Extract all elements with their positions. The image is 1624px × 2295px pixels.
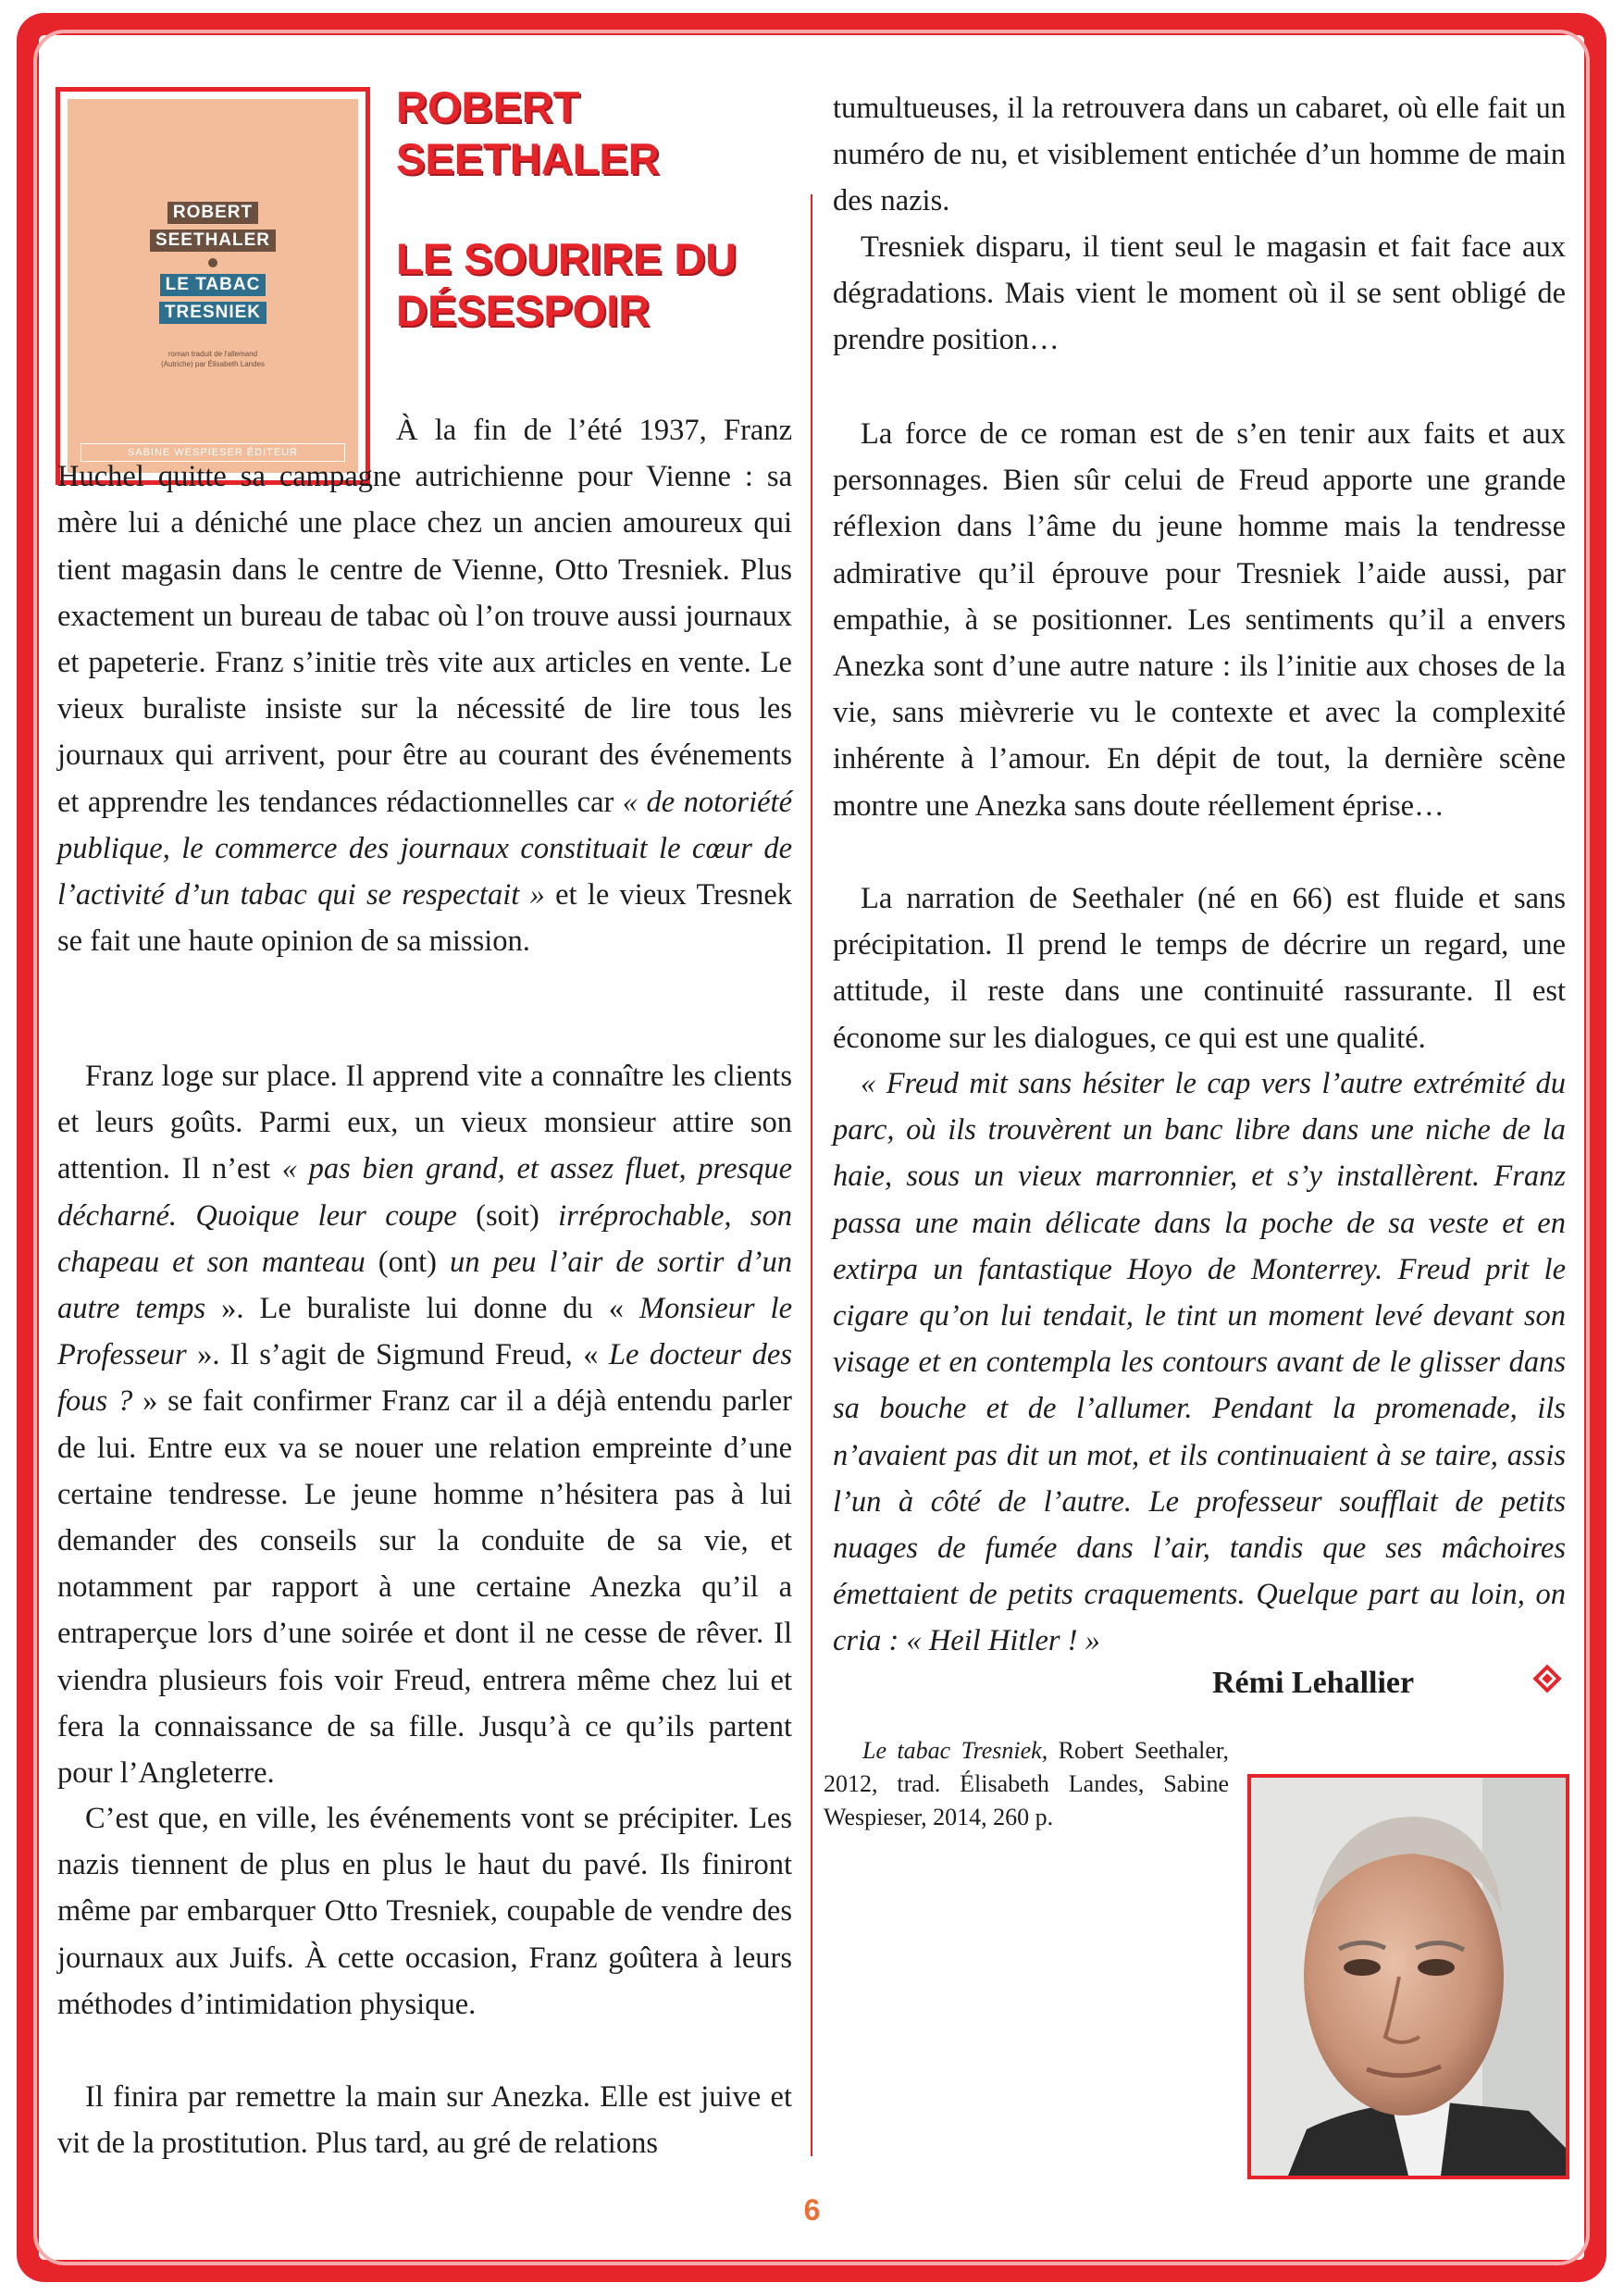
left-p2-q1: « pas bien grand, et assez fluet, presque décharné. Quoique leur coupe <box>57 1152 792 1233</box>
book-credits <box>824 1734 1229 1834</box>
right-paragraph-4: La narration de Seethaler (né en 66) est fluide et sans précipitation. Il prend le temps de décrire un regard, une attitude, il reste dans une continuité rassurante. Il est économe sur les dialogues, ce qui est une qualité. <box>833 882 1566 1055</box>
right-paragraph-3: La force de ce roman est de s’en tenir aux faits et aux personnages. Bien sûr celui de Freud apporte une grande réflexion dans l’âme du jeune homme mais la tendresse admirative qu’il éprouve pour Tresniek l’aide aussi, par empathie, à se positionner. Les sentiments qu’il a envers Anezka sont d’une autre nature : ils l’initie aux choses de la vie, sans mièvrerie vu le contexte et avec la complexité inhérente à l’amour. En dépit de tout, la dernière scène montre une Anezka sans doute réellement éprise… <box>833 417 1566 823</box>
left-p2-e: ». Il s’agit de Sigmund Freud, « <box>186 1338 609 1372</box>
cover-title-line2: TRESNIEK <box>159 302 267 324</box>
cover-title-line1: LE TABAC <box>160 274 267 296</box>
cover-subtitle-line1: roman traduit de l'allemand <box>167 350 258 358</box>
left-p2-c: (ont) <box>365 1245 451 1279</box>
left-p2-q4: Monsieur le Professeur <box>57 1292 792 1372</box>
book-credits-title: Le tabac Tresniek <box>862 1737 1042 1764</box>
right-quote <box>833 1061 1566 1665</box>
cover-author-last: SEETHALER <box>150 230 276 252</box>
cover-author-first: ROBERT <box>167 202 258 224</box>
page-number: 6 <box>803 2193 821 2227</box>
left-p2-q2: irréprochable, son chapeau et son manteau <box>57 1198 792 1279</box>
left-p1-end: et le vieux Tresnek se fait une haute opinion de sa mission. <box>57 878 792 959</box>
author-heading: ROBERT SEETHALER <box>396 82 660 183</box>
left-p2-q3: un peu l’air de sortir d’un autre temps <box>57 1245 792 1326</box>
cover-dot <box>208 258 217 267</box>
right-paragraph-1: tumultueuses, il la retrouvera dans un cabaret, où elle fait un numéro de nu, et visiblement entichée d’un homme de main des nazis. <box>833 92 1566 218</box>
signature: Rémi Lehallier <box>1212 1666 1415 1700</box>
author-portrait <box>1247 1774 1569 2179</box>
left-p1-quote: « de notoriété publique, le commerce des journaux constituait le cœur de l’activité d’un tabac qui se respectait » <box>57 785 792 912</box>
left-p2-a: Franz loge sur place. Il apprend vite a connaître les clients et leurs goûts. Parmi eux, un vieux monsieur attire son attention. Il n’est <box>57 1060 792 1186</box>
left-p2-d: ». Le buraliste lui donne du « <box>205 1292 639 1326</box>
left-p1-start: À la fin de l’été 1937, Franz Huchel quitte sa campagne autrichienne pour Vienne : sa mère lui a déniché une place chez un ancien amoureux qui tient magasin dans le centre de Vienne, Otto Tresniek. Plus exactement un bureau de tabac où l’on trouve aussi journaux et papeterie. Franz s’initie très vite aux articles en vente. Le vieux buraliste insiste sur la nécessité de lire tous les journaux qui arrivent, pour être au courant des événements et apprendre les tendances rédactionnelles car <box>57 414 792 819</box>
cover-publisher: SABINE WESPIESER ÉDITEUR <box>81 443 345 462</box>
right-quote-text: « Freud mit sans hésiter le cap vers l’autre extrémité du parc, où ils trouvèrent un banc libre dans une niche de la haie, sous un vieux marronnier, et s’y installèrent. Franz passa une main délicate dans la poche de sa veste et en extirpa un fantastique Hoyo de Monterrey. Freud prit le cigare qu’on lui tendait, le tint un moment levé devant son visage et en contempla les contours avant de le glisser dans sa bouche et de l’allumer. Pendant la promenade, ils n’avaient pas dit un mot, et ils continuaient à se taire, assis l’un à côté de l’autre. Le professeur soufflait de petits nuages de fumée dans l’air, tandis que ses mâchoires émettaient de petits craquements. Quelque part au loin, on cria : « Heil Hitler ! » <box>833 1067 1566 1658</box>
left-paragraph-3: C’est que, en ville, les événements vont se précipiter. Les nazis tiennent de plus en plus le haut du pavé. Ils finiront même par embarquer Otto Tresniek, coupable de vendre des journaux aux Juifs. À cette occasion, Franz goûtera à leurs méthodes d’intimidation physique. <box>57 1802 792 2021</box>
article-title: LE SOURIRE DU DÉSESPOIR <box>396 234 738 335</box>
cover-title-block <box>68 199 358 327</box>
column-divider <box>811 194 812 2156</box>
right-paragraph-2: Tresniek disparu, il tient seul le magasin et fait face aux dégradations. Mais vient le moment où il se sent obligé de prendre position… <box>833 230 1566 357</box>
left-p2-f: » se fait confirmer Franz car il a déjà entendu parler de lui. Entre eux va se nouer une relation empreinte d’une certaine tendresse. Le jeune homme n’hésitera pas à lui demander des conseils sur la conduite de sa vie, et notamment par rapport à une certaine Anezka qu’il a entraperçue lors d’une soirée et dont il ne cesse de rêver. Il viendra plusieurs fois voir Freud, entrera même chez lui et fera la connaissance de sa fille. Jusqu’à ce qu’ils partent pour l’Angleterre. <box>57 1384 792 1791</box>
cover-text-wrap <box>57 407 396 500</box>
book-credits-details: , Robert Seethaler, 2012, trad. Élisabeth Landes, Sabine Wespieser, 2014, 260 p. <box>824 1737 1230 1830</box>
left-paragraph-4: Il finira par remettre la main sur Anezka. Elle est juive et vit de la prostitution. Plus tard, au gré de relations <box>57 2080 792 2161</box>
left-p2-b: (soit) <box>456 1198 559 1233</box>
left-paragraph-2 <box>57 1053 792 1796</box>
cover-subtitle <box>68 349 358 369</box>
cover-subtitle-line2: (Autriche) par Élisabeth Landes <box>160 360 266 368</box>
left-p2-q5: Le docteur des fous ? <box>57 1338 792 1419</box>
portrait-photo <box>1251 1778 1566 2176</box>
